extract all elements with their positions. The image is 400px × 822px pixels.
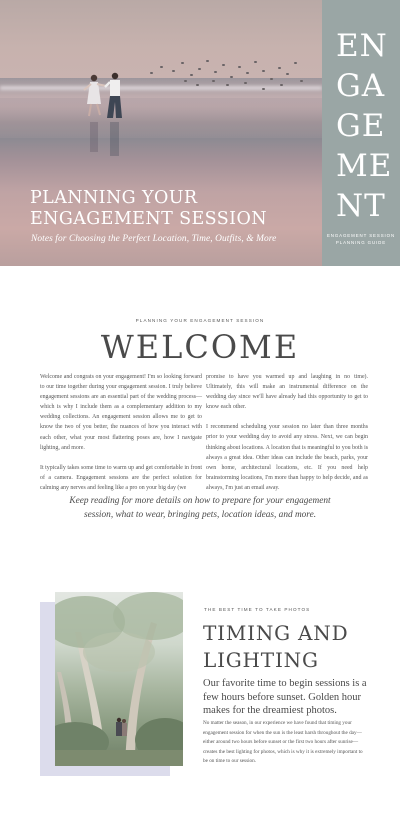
bird-mark — [212, 80, 215, 82]
bird-mark — [150, 72, 153, 74]
welcome-paragraph: promise to have you warmed up and laughing in no time). Ultimately, this will make an instrumental difference on the wedding day since we'll have already had this opportunity to get to know each other. — [206, 374, 368, 411]
hero-banner — [0, 0, 400, 266]
welcome-paragraph: It typically takes some time to warm up and get comfortable in front of a camera. Engagement sessions are the perfect solution for calming any nerves and feeling like a pro on your big day (we — [40, 464, 202, 491]
side-caption-line-1: ENGAGEMENT SESSION — [326, 233, 396, 238]
bird-mark — [294, 62, 297, 64]
timing-lead: Our favorite time to begin sessions is a few hours before sunset. Golden hour makes for the dreamiest photos. — [203, 678, 367, 716]
engagement-wordmark — [336, 26, 396, 226]
welcome-column-left — [40, 372, 202, 503]
bird-mark — [184, 80, 187, 82]
side-caption — [322, 232, 400, 246]
bird-mark — [280, 84, 283, 86]
bird-mark — [230, 76, 233, 78]
bird-mark — [244, 82, 247, 84]
bird-mark — [206, 60, 209, 62]
timing-title — [203, 620, 393, 674]
welcome-paragraph: I recommend scheduling your session no later than three months prior to your wedding day to avoid any stress. Next, we can begin thinking about locations. A location that is meaningful to you both is always a great idea. Other ideas can include the beach, parks, your own home, architectural locations, etc. If you need help brainstorming locations, I'm more than happy to help decide, and as always, I'm just an email away. — [206, 424, 368, 491]
bird-mark — [238, 66, 241, 68]
side-caption-line-2: PLANNING GUIDE — [335, 240, 387, 245]
hero-title-line-2: ENGAGEMENT SESSION — [30, 209, 267, 229]
timing-body: No matter the season, in our experience we have found that timing your engagement session for when the sun is the least harsh throughout the day—either around two hours before sunset or the first two hours after sunrise—creates the best lighting for photos, which is why it is extremely important to be on time to our session. — [203, 720, 363, 765]
wordmark-line: EN — [336, 28, 388, 64]
wordmark-line: GA — [336, 68, 386, 104]
bird-mark — [196, 84, 199, 86]
wordmark-line: NT — [336, 188, 386, 224]
bird-mark — [300, 80, 303, 82]
bird-mark — [226, 84, 229, 86]
timing-title-line-2: LIGHTING — [203, 648, 319, 672]
hero-side-panel — [322, 0, 400, 266]
bird-mark — [286, 73, 289, 75]
wordmark-line: GE — [336, 108, 386, 144]
bird-mark — [172, 70, 175, 72]
water-reflection — [84, 122, 128, 162]
welcome-title: WELCOME — [100, 328, 300, 366]
bird-mark — [262, 88, 265, 90]
hero-title-line-1: PLANNING YOUR — [30, 188, 198, 208]
pull-quote: Keep reading for more details on how to prepare for your engagement session, what to wear, bringing pets, location ideas, and more. — [69, 496, 331, 520]
forest-couple-photo — [55, 592, 183, 766]
bird-mark — [262, 70, 265, 72]
bird-mark — [246, 72, 249, 74]
beach-couple-photo — [0, 0, 322, 266]
hero-subtitle: Notes for Choosing the Perfect Location, Time, Outfits, & More — [31, 234, 277, 244]
running-couple — [80, 68, 132, 128]
welcome-paragraph: Welcome and congrats on your engagement! I'm so looking forward to our time together during your engagement session. I truly believe engagement sessions are an essential part of the wedding process—which is why I include them as a complementary addition to my wedding collections. An engagement session allows me to get to know the two of you better, the nuances of how you interact with each other, what your most flattering poses are, how I navigate lighting, and more. — [40, 374, 202, 451]
bird-mark — [160, 66, 163, 68]
bird-mark — [222, 64, 225, 66]
bird-mark — [254, 61, 257, 63]
bird-mark — [190, 74, 193, 76]
bird-mark — [181, 62, 184, 64]
welcome-column-right — [206, 372, 368, 503]
bird-mark — [198, 68, 201, 70]
bird-mark — [214, 71, 217, 73]
hero-title — [30, 188, 320, 230]
bird-mark — [270, 78, 273, 80]
wordmark-line: ME — [336, 148, 393, 184]
bird-mark — [278, 67, 281, 69]
timing-eyebrow: THE BEST TIME TO TAKE PHOTOS — [204, 607, 311, 612]
welcome-eyebrow: PLANNING YOUR ENGAGEMENT SESSION — [135, 318, 265, 323]
timing-title-line-1: TIMING AND — [203, 621, 349, 645]
